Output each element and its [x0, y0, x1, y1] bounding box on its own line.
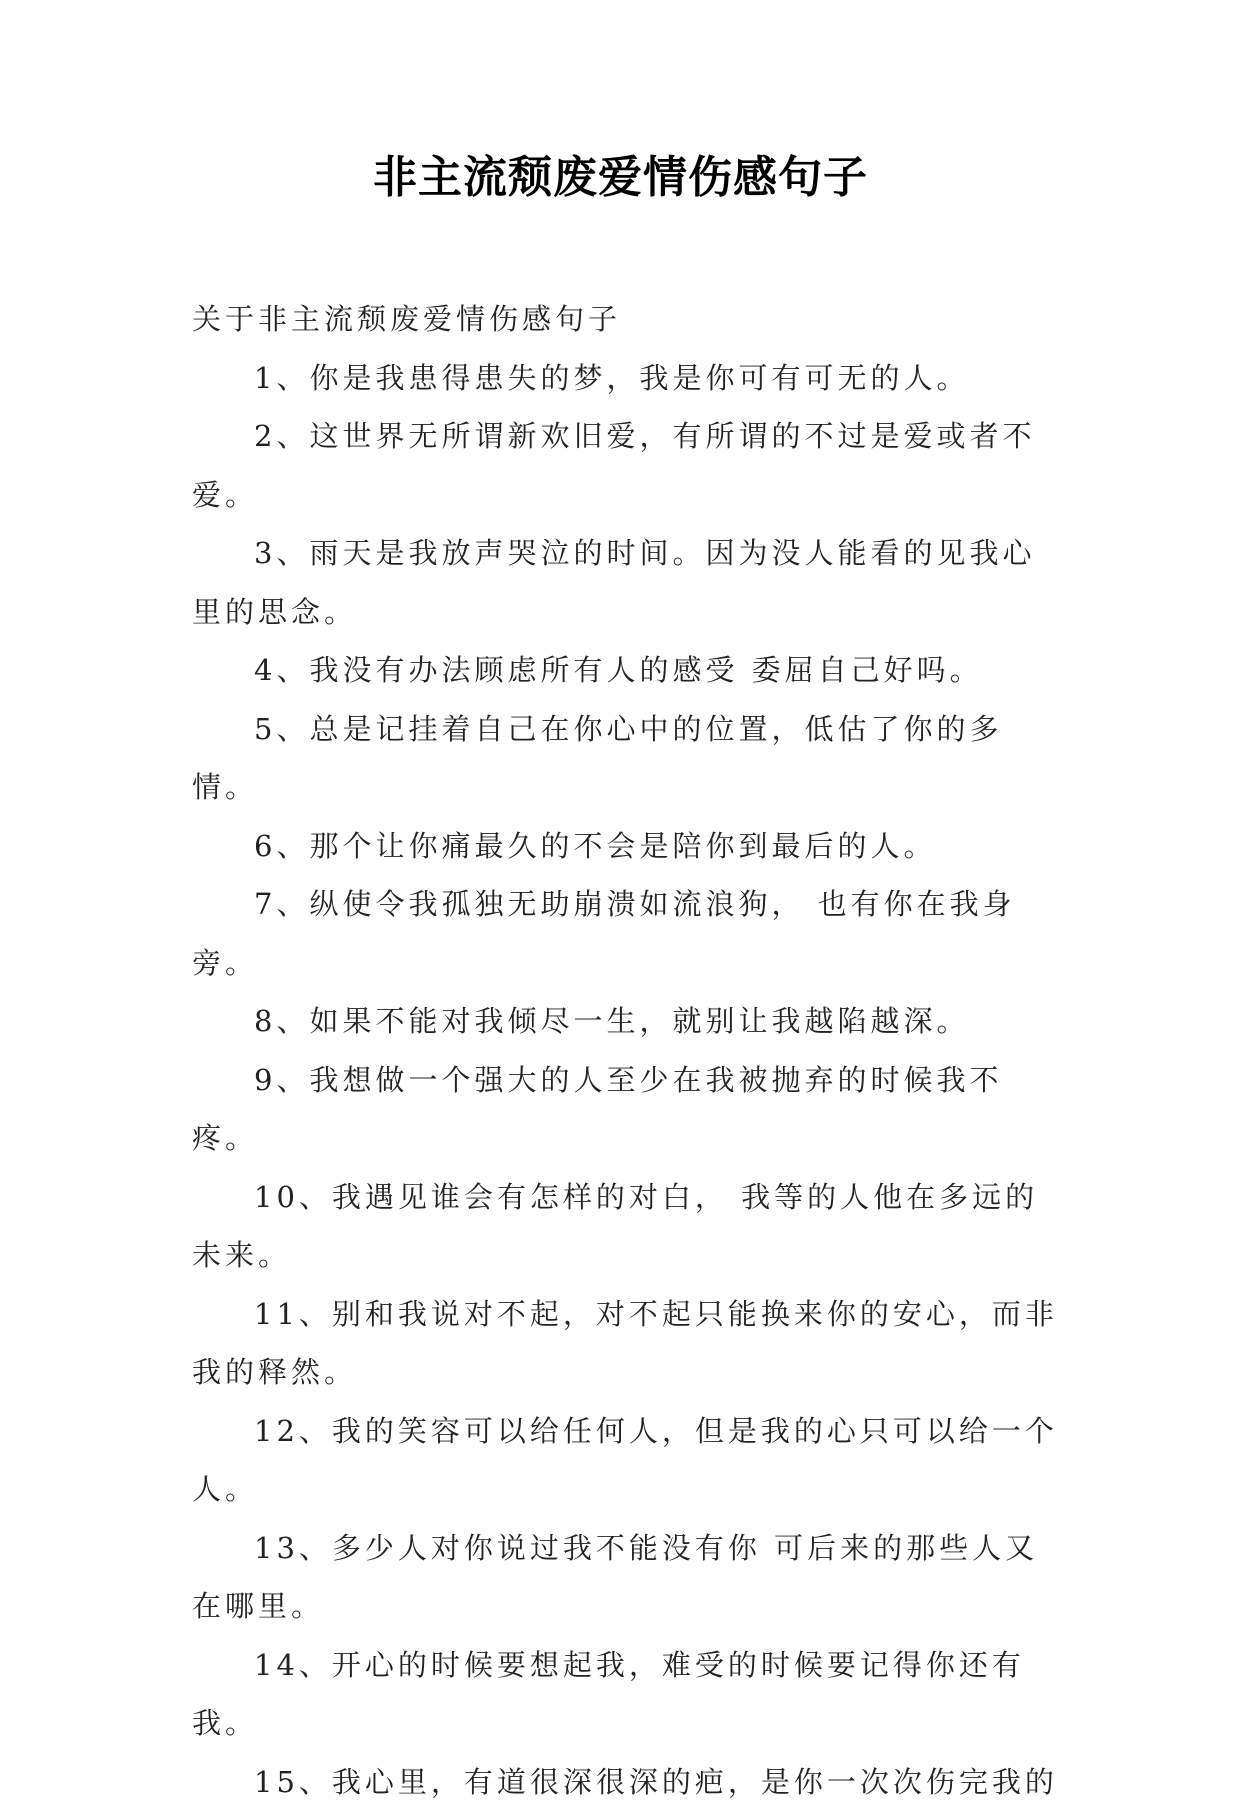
- document-body: [192, 290, 1062, 1811]
- paragraph: 6、那个让你痛最久的不会是陪你到最后的人。: [192, 817, 1062, 876]
- paragraph: 3、雨天是我放声哭泣的时间。因为没人能看的见我心里的思念。: [192, 524, 1062, 641]
- paragraph: 12、我的笑容可以给任何人，但是我的心只可以给一个人。: [192, 1402, 1062, 1519]
- paragraph: 9、我想做一个强大的人至少在我被抛弃的时候我不疼。: [192, 1051, 1062, 1168]
- paragraph: 13、多少人对你说过我不能没有你 可后来的那些人又在哪里。: [192, 1519, 1062, 1636]
- paragraph: 1、你是我患得患失的梦，我是你可有可无的人。: [192, 349, 1062, 408]
- intro-line: 关于非主流颓废爱情伤感句子: [192, 290, 1062, 349]
- paragraph: 15、我心里，有道很深很深的疤，是你一次次伤完我的: [192, 1753, 1062, 1811]
- paragraph: 10、我遇见谁会有怎样的对白， 我等的人他在多远的未来。: [192, 1168, 1062, 1285]
- paragraph: 14、开心的时候要想起我，难受的时候要记得你还有我。: [192, 1636, 1062, 1753]
- paragraph: 8、如果不能对我倾尽一生，就别让我越陷越深。: [192, 992, 1062, 1051]
- paragraph: 4、我没有办法顾虑所有人的感受 委屈自己好吗。: [192, 641, 1062, 700]
- page-title: 非主流颓废爱情伤感句子: [0, 148, 1241, 208]
- paragraph: 2、这世界无所谓新欢旧爱，有所谓的不过是爱或者不爱。: [192, 407, 1062, 524]
- paragraph: 11、别和我说对不起，对不起只能换来你的安心，而非我的释然。: [192, 1285, 1062, 1402]
- paragraph: 5、总是记挂着自己在你心中的位置，低估了你的多情。: [192, 700, 1062, 817]
- paragraph: 7、纵使令我孤独无助崩溃如流浪狗， 也有你在我身旁。: [192, 875, 1062, 992]
